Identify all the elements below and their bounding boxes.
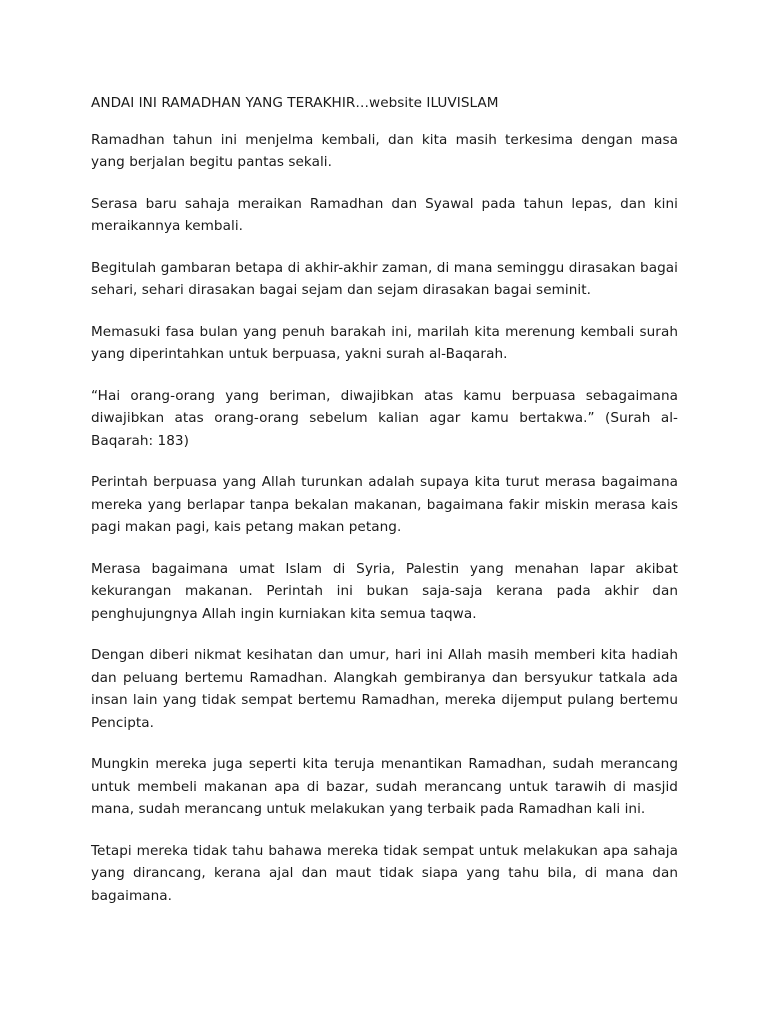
- paragraph-2: Serasa baru sahaja meraikan Ramadhan dan Syawal pada tahun lepas, dan kini meraikannya kembali.: [91, 195, 678, 234]
- paragraph-5-quote: “Hai orang-orang yang beriman, diwajibkan atas kamu berpuasa sebagaimana diwajibkan atas orang-orang sebelum kalian agar kamu bertakwa.” (Surah al-Baqarah: 183): [91, 387, 678, 449]
- paragraph-7: Merasa bagaimana umat Islam di Syria, Palestin yang menahan lapar akibat kekurangan makanan. Perintah ini bukan saja-saja kerana pada akhir dan penghujungnya Allah ingin kurniakan kita semua taqwa.: [91, 560, 678, 622]
- paragraph-6: Perintah berpuasa yang Allah turunkan adalah supaya kita turut merasa bagaimana mereka yang berlapar tanpa bekalan makanan, bagaimana fakir miskin merasa kais pagi makan pagi, kais petang makan petang.: [91, 474, 678, 535]
- paragraph-3: Begitulah gambaran betapa di akhir-akhir zaman, di mana seminggu dirasakan bagai sehari, sehari dirasakan bagai sejam dan sejam dirasakan bagai seminit.: [91, 259, 678, 298]
- document-title: ANDAI INI RAMADHAN YANG TERAKHIR…website ILUVISLAM: [91, 95, 499, 111]
- paragraph-8: Dengan diberi nikmat kesihatan dan umur, hari ini Allah masih memberi kita hadiah dan peluang bertemu Ramadhan. Alangkah gembiranya dan bersyukur tatkala ada insan lain yang tidak sempat bertemu Ramadhan, mereka dijemput pulang bertemu Pencipta.: [91, 647, 678, 731]
- paragraph-4: Memasuki fasa bulan yang penuh barakah ini, marilah kita merenung kembali surah yang diperintahkan untuk berpuasa, yakni surah al-Baqarah.: [91, 323, 678, 362]
- paragraph-9: Mungkin mereka juga seperti kita teruja menantikan Ramadhan, sudah merancang untuk membeli makanan apa di bazar, sudah merancang untuk tarawih di masjid mana, sudah merancang untuk melakukan yang terbaik pada Ramadhan kali ini.: [91, 756, 678, 817]
- paragraph-1: Ramadhan tahun ini menjelma kembali, dan kita masih terkesima dengan masa yang berjalan begitu pantas sekali.: [91, 131, 678, 170]
- paragraph-10: Tetapi mereka tidak tahu bahawa mereka tidak sempat untuk melakukan apa sahaja yang dirancang, kerana ajal dan maut tidak siapa yang tahu bila, di mana dan bagaimana.: [91, 842, 678, 904]
- document-body: [91, 92, 678, 926]
